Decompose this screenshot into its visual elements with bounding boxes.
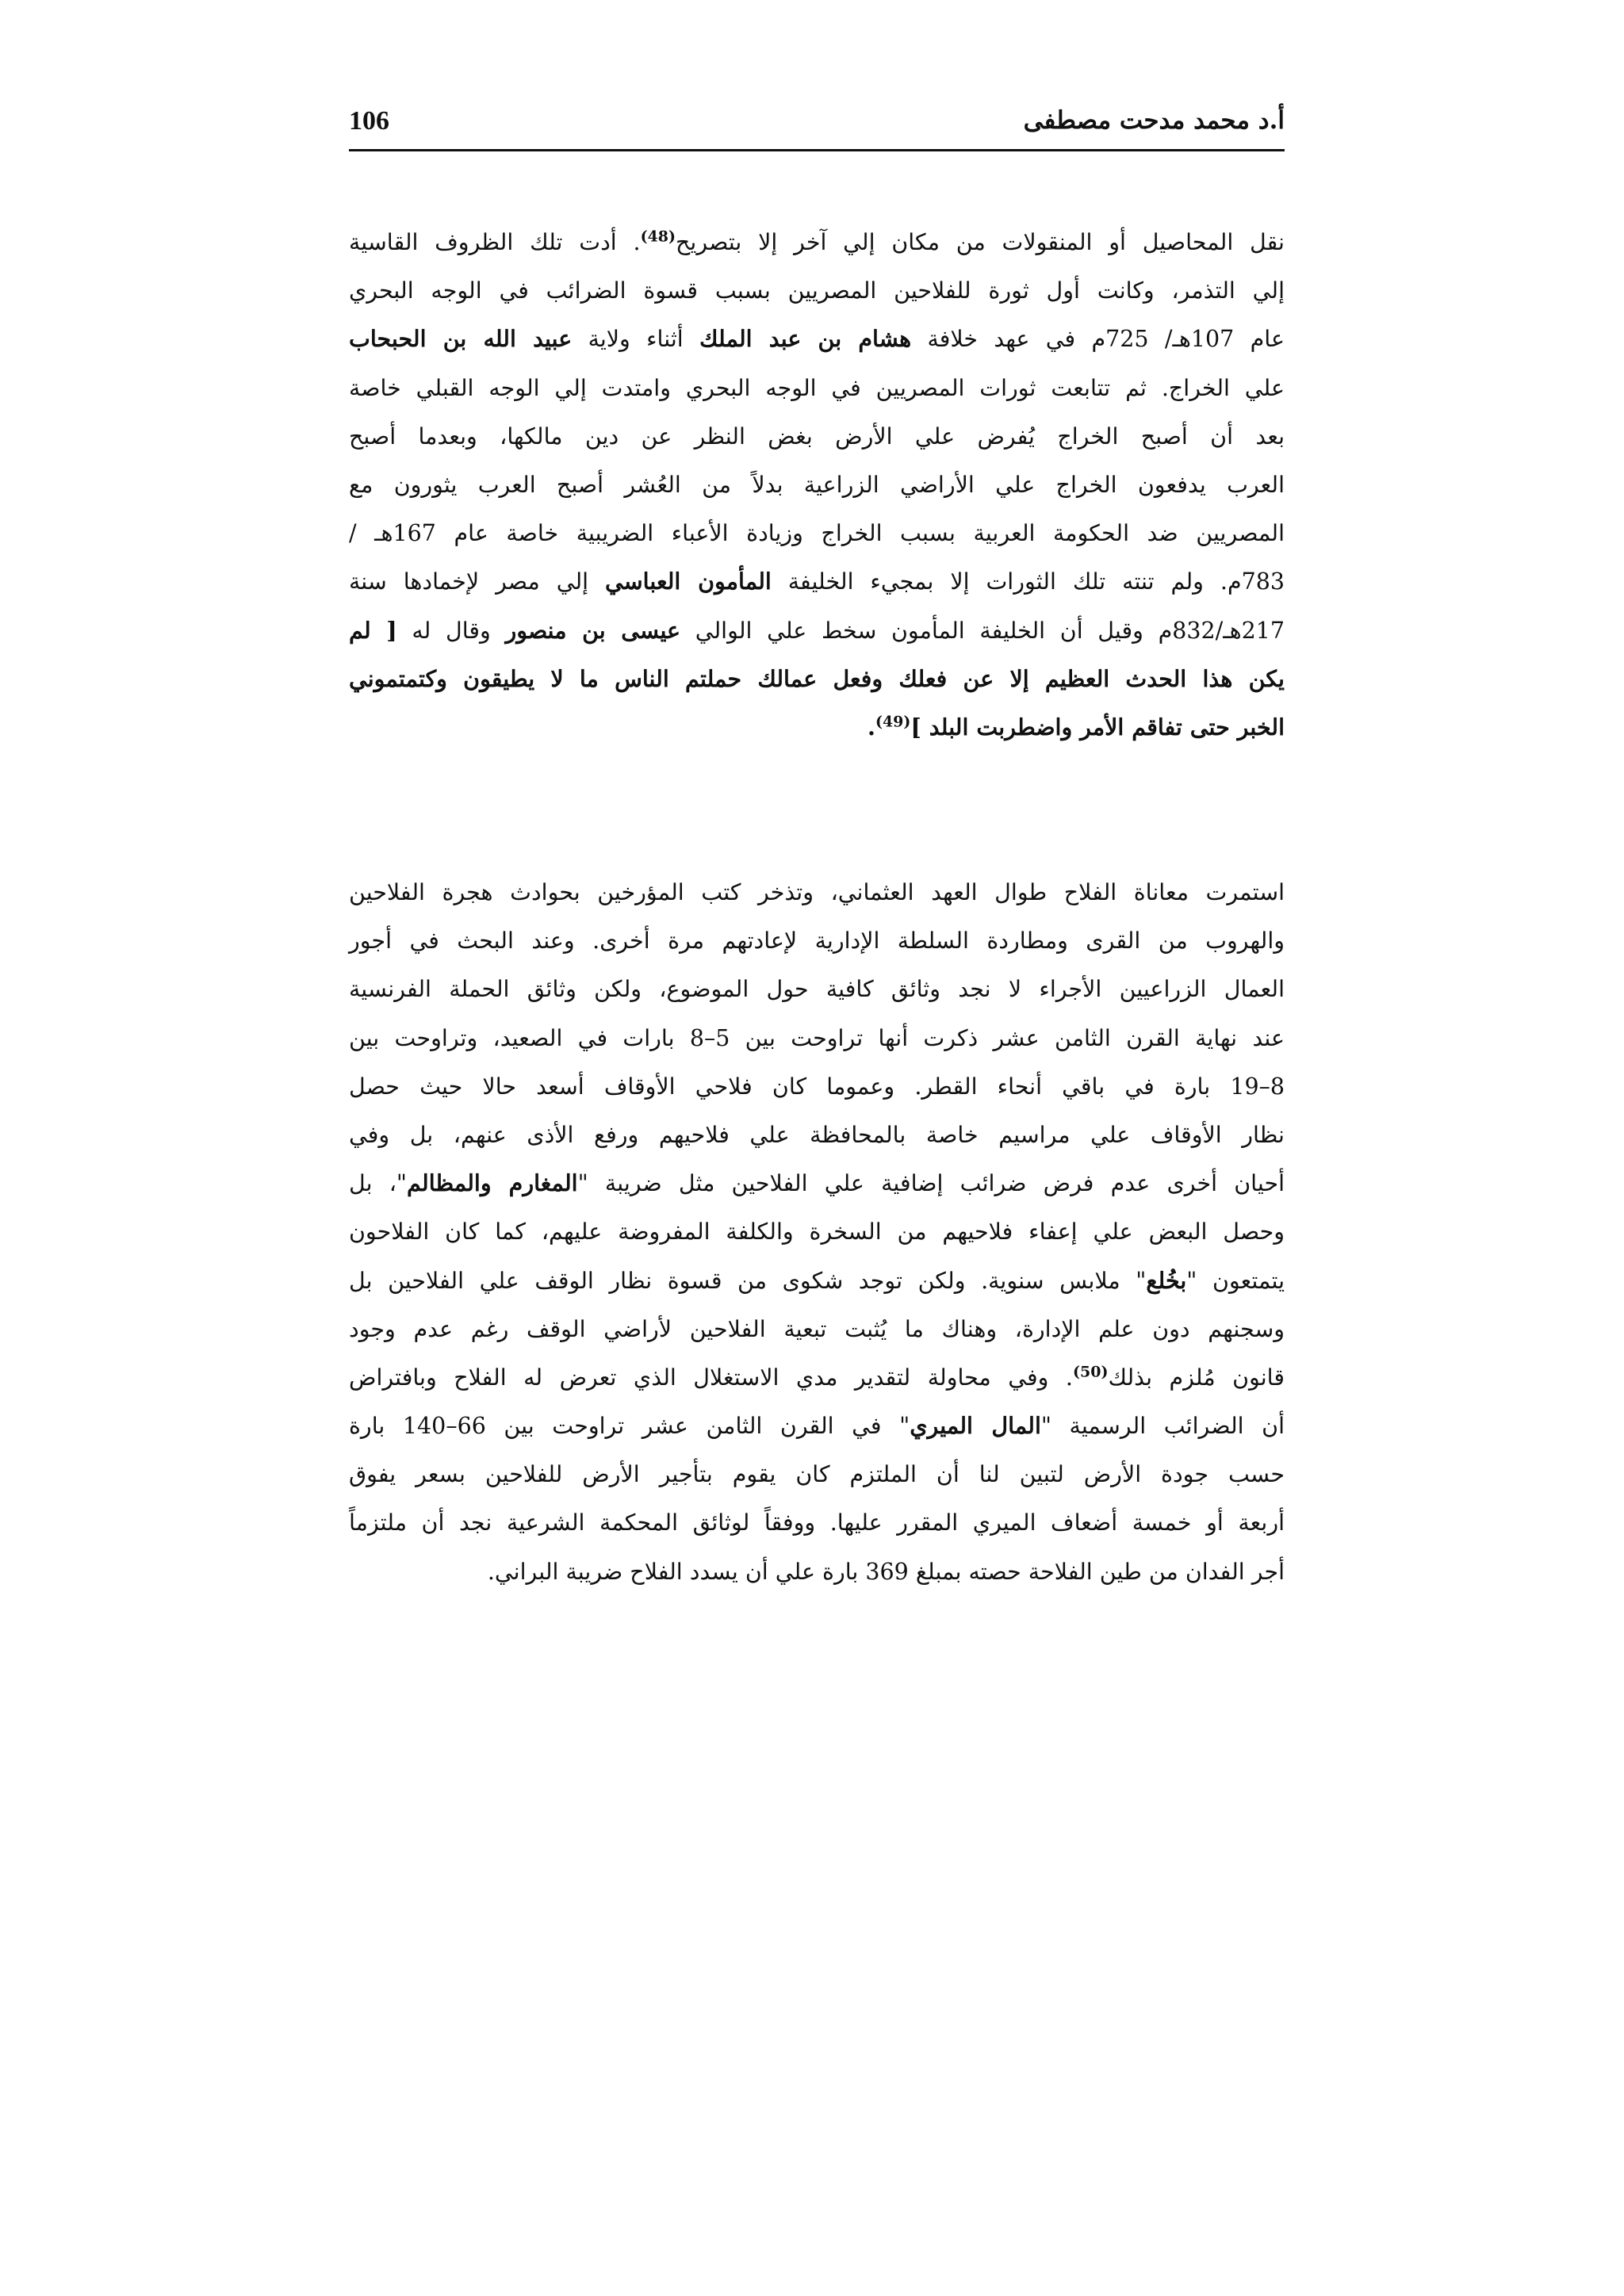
text-line: الخبر حتى تفاقم الأمر واضطربت البلد ]$^{(49)}$. xyxy=(868,713,1285,740)
text-line: أجر الفدان من طين الفلاحة حصته بمبلغ 369 بارة علي أن يسدد الفلاح ضريبة البراني. xyxy=(487,1558,1285,1585)
text-line: أن الضرائب الرسمية "المال الميري" في القرن الثامن عشر تراوحت بين 66–140 بارة xyxy=(349,1412,1285,1440)
text-line: نقل المحاصيل أو المنقولات من مكان إلي آخر إلا بتصريح$^{(48)}$. أدت تلك الظروف القاسية xyxy=(349,228,1285,255)
page-header xyxy=(349,101,1285,151)
paragraph-1 xyxy=(349,218,1285,752)
footnote-ref: (50) xyxy=(1072,1363,1109,1381)
bold-name: هشام بن عبد الملك xyxy=(699,325,912,353)
text-line: استمرت معاناة الفلاح طوال العهد العثماني، وتذخر كتب المؤرخين بحوادث هجرة الفلاحين xyxy=(349,879,1285,905)
text-line: 8–19 بارة في باقي أنحاء القطر. وعموما كان فلاحي الأوقاف أسعد حالا حيث حصل xyxy=(349,1073,1285,1100)
bold-term: بخُلع xyxy=(1146,1266,1187,1294)
text-line: والهروب من القرى ومطاردة السلطة الإدارية لإعادتهم مرة أخرى. وعند البحث في أجور xyxy=(349,928,1285,955)
text-line: بعد أن أصبح الخراج يُفرض علي الأرض بغض النظر عن دين مالكها، وبعدما أصبح xyxy=(349,423,1285,450)
text-line: وحصل البعض علي إعفاء فلاحيهم من السخرة والكلفة المفروضة عليهم، كما كان الفلاحون xyxy=(349,1219,1285,1246)
text-line: وسجنهم دون علم الإدارة، وهناك ما يُثبت تبعية الفلاحين لأراضي الوقف رغم عدم وجود xyxy=(349,1315,1285,1342)
text-line: يتمتعون "بخُلع" ملابس سنوية. ولكن توجد شكوى من قسوة نظار الوقف علي الفلاحين بل xyxy=(349,1266,1285,1294)
text-line: 783م. ولم تنته تلك الثورات إلا بمجيء الخليفة المأمون العباسي إلي مصر لإخمادها سنة xyxy=(349,568,1285,595)
text-line: 217هـ/832م وقيل أن الخليفة المأمون سخط علي الوالي عيسى بن منصور وقال له [ لم xyxy=(349,616,1285,644)
text-line: العرب يدفعون الخراج علي الأراضي الزراعية بدلاً من العُشر أصبح العرب يثورون مع xyxy=(349,471,1285,498)
text-line: علي الخراج. ثم تتابعت ثورات المصريين في الوجه البحري وامتدت إلي الوجه القبلي خاصة xyxy=(349,374,1285,401)
bold-quote: الخبر حتى تفاقم الأمر واضطربت البلد ] xyxy=(910,713,1285,740)
bold-quote-line: يكن هذا الحدث العظيم إلا عن فعلك وفعل عمالك حملتم الناس ما لا يطيقون وكتمتموني xyxy=(349,664,1285,692)
footnote-ref: (48) xyxy=(640,228,676,246)
text-line: عام 107هـ/ 725م في عهد خلافة هشام بن عبد الملك أثناء ولاية عبيد الله بن الحبحاب xyxy=(349,325,1285,353)
bold-name: المأمون العباسي xyxy=(605,568,772,595)
running-head-author: أ.د محمد مدحت مصطفى xyxy=(1023,106,1285,135)
text-line: أربعة أو خمسة أضعاف الميري المقرر عليها. ووفقاً لوثائق المحكمة الشرعية نجد أن ملتزماً xyxy=(349,1510,1285,1536)
text-line: أحيان أخرى عدم فرض ضرائب إضافية علي الفلاحين مثل ضريبة "المغارم والمظالم"، بل xyxy=(349,1169,1285,1197)
bold-quote: [ لم xyxy=(349,616,397,644)
text-line: قانون مُلزم بذلك$^{(50)}$. وفي محاولة لتقدير مدي الاستغلال الذي تعرض له الفلاح وبافتراض xyxy=(349,1363,1285,1391)
text-line: نظار الأوقاف علي مراسيم خاصة بالمحافظة علي فلاحيهم ورفع الأذى عنهم، بل وفي xyxy=(349,1121,1285,1148)
bold-term: المال الميري xyxy=(910,1412,1041,1440)
text-line: إلي التذمر، وكانت أول ثورة للفلاحين المصريين بسبب قسوة الضرائب في الوجه البحري xyxy=(349,277,1285,304)
text-line: عند نهاية القرن الثامن عشر ذكرت أنها تراوحت بين 5–8 بارات في الصعيد، وتراوحت بين xyxy=(349,1024,1285,1051)
bold-term: المغارم والمظالم xyxy=(407,1169,578,1197)
page-number: 106 xyxy=(349,106,389,136)
bold-name: عيسى بن منصور xyxy=(505,616,681,644)
text-line: العمال الزراعيين الأجراء لا نجد وثائق كافية حول الموضوع، ولكن وثائق الحملة الفرنسية xyxy=(349,976,1285,1003)
paragraph-2 xyxy=(349,868,1285,1596)
bold-name: عبيد الله بن الحبحاب xyxy=(349,325,573,353)
text-line: حسب جودة الأرض لتبين لنا أن الملتزم كان يقوم بتأجير الأرض للفلاحين بسعر يفوق xyxy=(349,1461,1285,1488)
footnote-ref: (49) xyxy=(875,713,911,731)
text-line: المصريين ضد الحكومة العربية بسبب الخراج وزيادة الأعباء الضريبية خاصة عام 167هـ / xyxy=(349,520,1285,547)
